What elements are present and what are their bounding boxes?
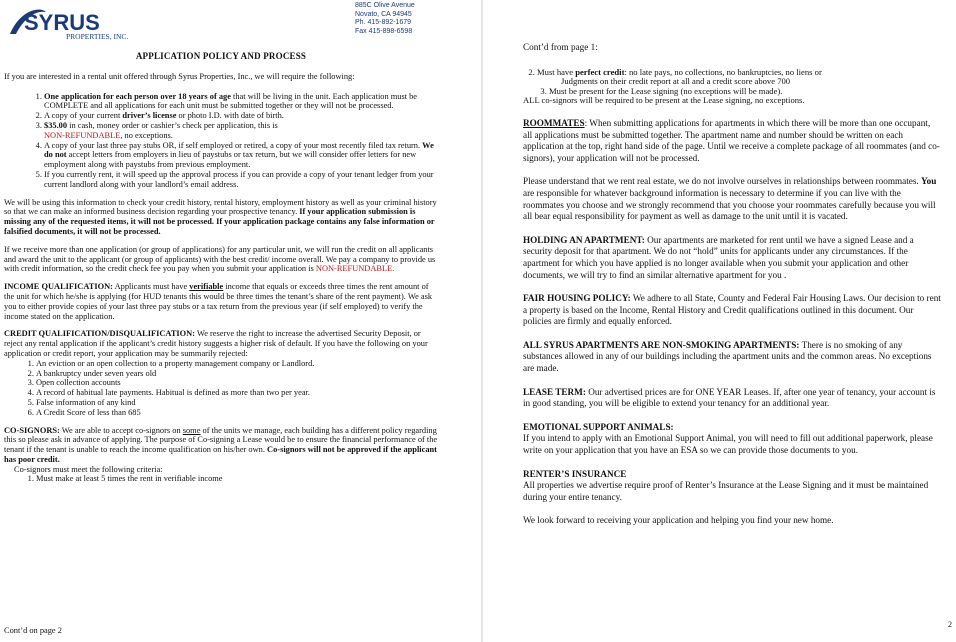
list-item: 3. Open collection accounts [36, 378, 438, 388]
info-usage-paragraph: We will be using this information to check your credit history, rental history, employment history as well as your criminal history so that we can make an informed business decision regarding your prospective tenancy. If your application submission is missing any of the requested items, it will not be processed. If your application package contains any false information or falsified documents, it will not be processed. [4, 197, 437, 236]
requirement-item: 2. A copy of your current driver’s license or photo I.D. with date of birth. [44, 111, 438, 121]
holding-apartment-section: HOLDING AN APARTMENT: Our apartments are marketed for rent until we have a signed Lease and a security deposit for that apartment. We do not “hold” units for applicants under any circumstances. If the apartment for which you have applied is no longer available when you submit your application and other documents, we will try to find an similar alternative apartment for you . [523, 234, 914, 280]
list-item: 3. Must be present for the Lease signing (no exceptions will be made). [549, 87, 941, 97]
lease-term-section: LEASE TERM: Our advertised prices are for ONE YEAR Leases. If, after one year of tenancy, your account is in good standing, you will be eligible to extend your tenancy for an additional year. [523, 386, 936, 409]
page-number: 2 [948, 620, 952, 629]
cosignor-criteria-continued [523, 68, 941, 97]
fair-housing-section: FAIR HOUSING POLICY: We adhere to all State, County and Federal Fair Housing Laws. Our decision to rent a property is based on the Income, Rental History and Credit qualifications outlined in this document. Our policies are firmly and equally enforced. [523, 293, 941, 327]
closing-text: We look forward to receiving your application and helping you find your new home. [523, 515, 834, 526]
requirement-item: 4. A copy of your last three pay stubs OR, if self employed or retired, a copy of your most recently filed tax return. We do not accept letters from employers in lieu of paystubs or tax return, but we will consider offer letters for new employment along with paystubs from previous employment. [44, 141, 438, 170]
list-item: 4. A record of habitual late payments. Habitual is defined as more than two per year. [36, 388, 438, 398]
income-qualification-section: INCOME QUALIFICATION: Applicants must have verifiable income that equals or exceeds three times the rent amount of the unit for which he/she is applying (for HUD tenants this would be three times the tenant’s share of the rent payment). We ask you to either provide copies of your last three pay stubs or a tax return from the previous year (if self employed) to verify the income stated on the application. [4, 282, 433, 321]
left-column [4, 52, 438, 484]
requirement-item: 3. $35.00 in cash, money order or cashier’s check per application, this is NON-REFUNDABLE, no exceptions. [44, 121, 438, 141]
intro-text: If you are interested in a rental unit offered through Syrus Properties, Inc., we will require the following: [4, 71, 355, 81]
page-title: APPLICATION POLICY AND PROCESS [135, 51, 307, 61]
esa-heading: EMOTIONAL SUPPORT ANIMALS: [523, 421, 674, 432]
address-line: Fax 415-898-6598 [355, 27, 413, 35]
right-column [523, 42, 941, 527]
roommates-section: ROOMMATES: When submitting applications for apartments in which there will be more than one occupant, all applications must be submitted together. The apartment name and number should be written on each application at the top, right hand side of the page. Until we receive a complete package of all roommates (and co-signors), your application will not be processed. [523, 117, 940, 163]
renters-insurance-text: All properties we advertise require proof of Renter’s Insurance at the Lease Signing and it must be maintained during your entire tenancy. [523, 480, 929, 502]
roommate-responsibility-paragraph: Please understand that we rent real estate, we do not involve ourselves in relationships between roommates. You are responsible for whatever background information is necessary to determine if you can live with the roommates you choose and we strongly recommend that you choose your roommates carefully because you will all bear equal responsibility for payment as well as damage to the unit until it is vacated. [523, 176, 937, 222]
requirements-list [4, 92, 438, 190]
cosignors-criteria-heading: Co-signors must meet the following criteria: [14, 464, 163, 474]
list-item: 5. False information of any kind [36, 398, 438, 408]
esa-text: If you intend to apply with an Emotional Support Animal, you will need to fill out additional paperwork, please write on your application that you have an ESA so we can provide those documents to you. [523, 433, 933, 456]
syrus-logo [6, 4, 146, 42]
page-2 [483, 0, 956, 642]
credit-qualification-section: CREDIT QUALIFICATION/DISQUALIFICATION: We reserve the right to increase the advertised Security Deposit, or reject any rental application if the applicant’s credit history suggests a higher risk of default. If you have the following on your application or credit report, your application may be summarily rejected: [4, 329, 428, 358]
requirement-item: 1. One application for each person over 18 years of age that will be living in the unit. Each application must be COMPLETE and all applications for each unit must be submitted together or they will not be processed. [44, 92, 438, 112]
multiple-applications-paragraph: If we receive more than one application (or group of applications) for any particular unit, we will run the credit on all applicants and award the unit to the applicant (or group of applicants) with the best credit/ income overall. We pay a company to provide us with credit information, so the credit check fee you pay when you submit your application is NON-REFUNDABLE. [4, 244, 436, 274]
address-line: 885C Olive Avenue [355, 2, 415, 9]
list-item: 6. A Credit Score of less than 685 [36, 408, 438, 418]
requirement-item: 5. If you currently rent, it will speed up the approval process if you can provide a copy of your tenant ledger from your current landlord along with your landlord’s email address. [44, 170, 438, 190]
list-item: 1. An eviction or an open collection to a property management company or Landlord. [36, 359, 438, 369]
company-address [355, 2, 415, 36]
continued-footer: Cont’d on page 2 [4, 626, 62, 635]
list-item: 2. A bankruptcy under seven years old [36, 369, 438, 379]
logo-main-text: SYRUS [24, 10, 100, 35]
continued-heading: Cont’d from page 1: [523, 42, 598, 52]
cosignors-criteria-list [4, 474, 438, 484]
list-item: 1. Must make at least 5 times the rent in verifiable income [36, 474, 438, 484]
credit-disqualifiers-list [4, 359, 438, 418]
cosignor-presence-note: ALL co-signors will be required to be present at the Lease signing, no exceptions. [523, 95, 805, 106]
renters-insurance-heading: RENTER’S INSURANCE [523, 468, 627, 479]
cosignors-section: CO-SIGNORS: We are able to accept co-signors on some of the units we manage, each building has a different policy regarding this so please ask in advance of applying. The purpose of Co-signing a Lease would be to ensure the financial performance of the tenant if the tenant is unable to reach the income qualification on his/her own. Co-signors will not be approved if the applicant has poor credit. [4, 425, 438, 464]
non-smoking-section: ALL SYRUS APARTMENTS ARE NON-SMOKING APARTMENTS: There is no smoking of any substances allowed in any of our buildings including the apartment units and the common areas. No exceptions are made. [523, 339, 932, 374]
list-item: 2. Must have perfect credit: no late pays, no collections, no bankruptcies, no liens or Judgments on their credit report at all and a credit score above 700 [537, 68, 941, 87]
logo-sub-text: PROPERTIES, INC. [66, 32, 129, 41]
address-line: Novato, CA 94945 [355, 10, 412, 18]
address-line: Ph. 415-892-1679 [355, 19, 412, 26]
